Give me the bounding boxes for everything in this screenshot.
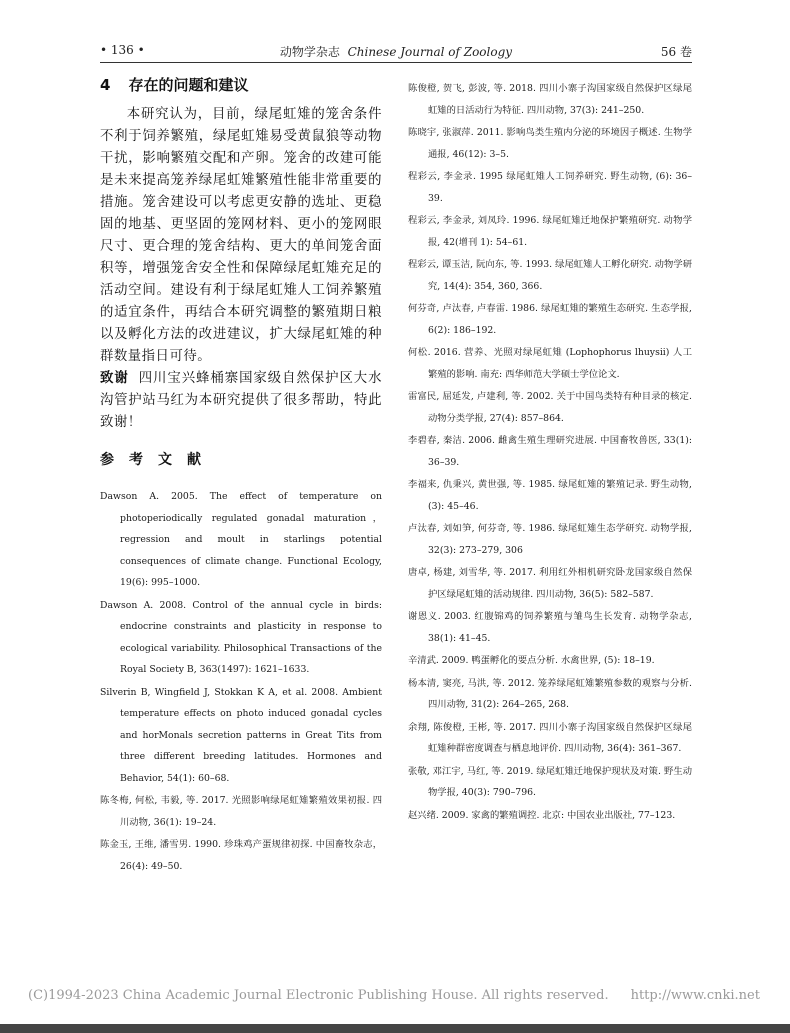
reference-item: 谢恩义. 2003. 红腹锦鸡的饲养繁殖与雏鸟生长发育. 动物学杂志, 38(1): 41–45. — [408, 611, 692, 644]
section-paragraph: 本研究认为，目前，绿尾虹雉的笼舍条件不利于饲养繁殖，绿尾虹雉易受黄鼠狼等动物干扰，影响繁殖交配和产卵。笼舍的改建可能是未来提高笼养绿尾虹雉繁殖性能非常重要的措施。笼舍建设可以考虑更安静的选址、更稳固的地基、更坚固的笼网材料、更小的笼网眼尺寸、更合理的笼舍结构、更大的单间笼舍面积等，增强笼舍安全性和保障绿尾虹雉充足的活动空间。建设有利于绿尾虹雉人工饲养繁殖的适宜条件，再结合本研究调整的繁殖期日粮以及孵化方法的改进建议，扩大绿尾虹雉的种群数量指日可待。 — [100, 107, 382, 364]
reference-item: 程彩云, 李金录, 刘凤玲. 1996. 绿尾虹雉迁地保护繁殖研究. 动物学报, 42(增刊 1): 54–61. — [408, 215, 692, 248]
reference-item: Silverin B, Wingfield J, Stokkan K A, et al. 2008. Ambient temperature effects on photo induced gonadal cycles and horMonals secretion patterns in Great Tits from three different breeding latitudes. Hormones and Behavior, 54(1): 60–68. — [100, 686, 382, 784]
copyright-text: (C)1994-2023 China Academic Journal Electronic Publishing House. All rights reserved. — [28, 988, 609, 1003]
section-heading — [100, 72, 382, 98]
reference-item: 余翔, 陈俊橙, 王彬, 等. 2017. 四川小寨子沟国家级自然保护区绿尾虹雉种群密度调查与栖息地评价. 四川动物, 36(4): 361–367. — [408, 721, 692, 754]
acknowledgement — [100, 368, 382, 434]
bottom-bar — [0, 1024, 790, 1033]
reference-item: 陈俊橙, 贺飞, 彭波, 等. 2018. 四川小寨子沟国家级自然保护区绿尾虹雉的日活动行为特征. 四川动物, 37(3): 241–250. — [408, 83, 692, 116]
journal-title-en: Chinese Journal of Zoology — [347, 45, 513, 59]
reference-item: 李福来, 仇秉兴, 黄世强, 等. 1985. 绿尾虹雉的繁殖记录. 野生动物, (3): 45–46. — [408, 479, 692, 512]
reference-item: 卢汰春, 刘如笋, 何芬奇, 等. 1986. 绿尾虹雉生态学研究. 动物学报, 32(3): 273–279, 306 — [408, 523, 692, 556]
reference-item: 何芬奇, 卢汰春, 卢春雷. 1986. 绿尾虹雉的繁殖生态研究. 生态学报, 6(2): 186–192. — [408, 303, 692, 336]
left-column — [100, 72, 382, 878]
references-heading: 参考文献 — [100, 452, 216, 468]
reference-item: 何松. 2016. 营养、光照对绿尾虹雉 (Lophophorus lhuysii) 人工繁殖的影响. 南充: 西华师范大学硕士学位论文. — [408, 347, 692, 380]
section-number: 4 — [100, 76, 111, 94]
journal-title — [100, 43, 692, 60]
reference-item: 张敬, 邓江宇, 马红, 等. 2019. 绿尾虹雉迁地保护现状及对策. 野生动物学报, 40(3): 790–796. — [408, 765, 692, 798]
reference-item: 唐卓, 杨建, 刘雪华, 等. 2017. 利用红外相机研究卧龙国家级自然保护区绿尾虹雉的活动规律. 四川动物, 36(5): 582–587. — [408, 567, 692, 600]
header-rule — [100, 62, 692, 63]
reference-item: Dawson A. 2008. Control of the annual cycle in birds: endocrine constraints and plasticity in response to ecological variability. Philosophical Transactions of the Royal Society B, 363(1497): 1621–1633. — [100, 599, 382, 675]
copyright-footer — [28, 988, 768, 1003]
page-header — [100, 40, 692, 60]
reference-item: 雷富民, 屈延发, 卢建利, 等. 2002. 关于中国鸟类特有种目录的核定. 动物分类学报, 27(4): 857–864. — [408, 391, 692, 424]
reference-item: 杨本清, 窦亮, 马洪, 等. 2012. 笼养绿尾虹雉繁殖参数的观察与分析. 四川动物, 31(2): 264–265, 268. — [408, 677, 692, 710]
reference-item: 赵兴绪. 2009. 家禽的繁殖调控. 北京: 中国农业出版社, 77–123. — [408, 809, 676, 821]
journal-title-cn: 动物学杂志 — [279, 45, 340, 59]
references-list-right — [408, 78, 692, 826]
reference-item: 程彩云, 李金录. 1995 绿尾虹雉人工饲养研究. 野生动物, (6): 36–39. — [408, 171, 692, 204]
ack-label: 致谢 — [100, 371, 129, 386]
reference-item: 程彩云, 谭玉洁, 阮向东, 等. 1993. 绿尾虹雉人工孵化研究. 动物学研究, 14(4): 354, 360, 366. — [408, 259, 692, 292]
reference-item: 陈晓宇, 张淑萍. 2011. 影响鸟类生殖内分泌的环境因子概述. 生物学通报, 46(12): 3–5. — [408, 127, 692, 160]
cnki-url: http://www.cnki.net — [630, 988, 760, 1003]
right-column — [408, 78, 692, 827]
references-list-left — [100, 486, 382, 877]
reference-item: Dawson A. 2005. The effect of temperature on photoperiodically regulated gonadal maturation，regression and moult in starlings potential consequences of climate change. Functional Ecology, 19(6): 995–1000. — [100, 491, 382, 588]
volume-label: 56 卷 — [660, 45, 692, 59]
reference-item: 陈金玉, 王维, 潘雪男. 1990. 珍珠鸡产蛋规律初探. 中国畜牧杂志，26(4): 49–50. — [100, 839, 382, 872]
ack-text: 四川宝兴蜂桶寨国家级自然保护区大水沟管护站马红为本研究提供了很多帮助，特此致谢！ — [100, 371, 383, 430]
reference-item: 李碧春, 秦洁. 2006. 雌禽生殖生理研究进展. 中国畜牧兽医, 33(1): 36–39. — [408, 435, 692, 468]
reference-item: 辛清武. 2009. 鸭蛋孵化的要点分析. 水禽世界, (5): 18–19. — [408, 655, 655, 666]
reference-item: 陈冬梅, 何松, 韦毅, 等. 2017. 光照影响绿尾虹雉繁殖效果初报. 四川动物, 36(1): 19–24. — [100, 795, 382, 828]
page-number: • 136 • — [100, 43, 145, 57]
section-title: 存在的问题和建议 — [128, 76, 249, 94]
